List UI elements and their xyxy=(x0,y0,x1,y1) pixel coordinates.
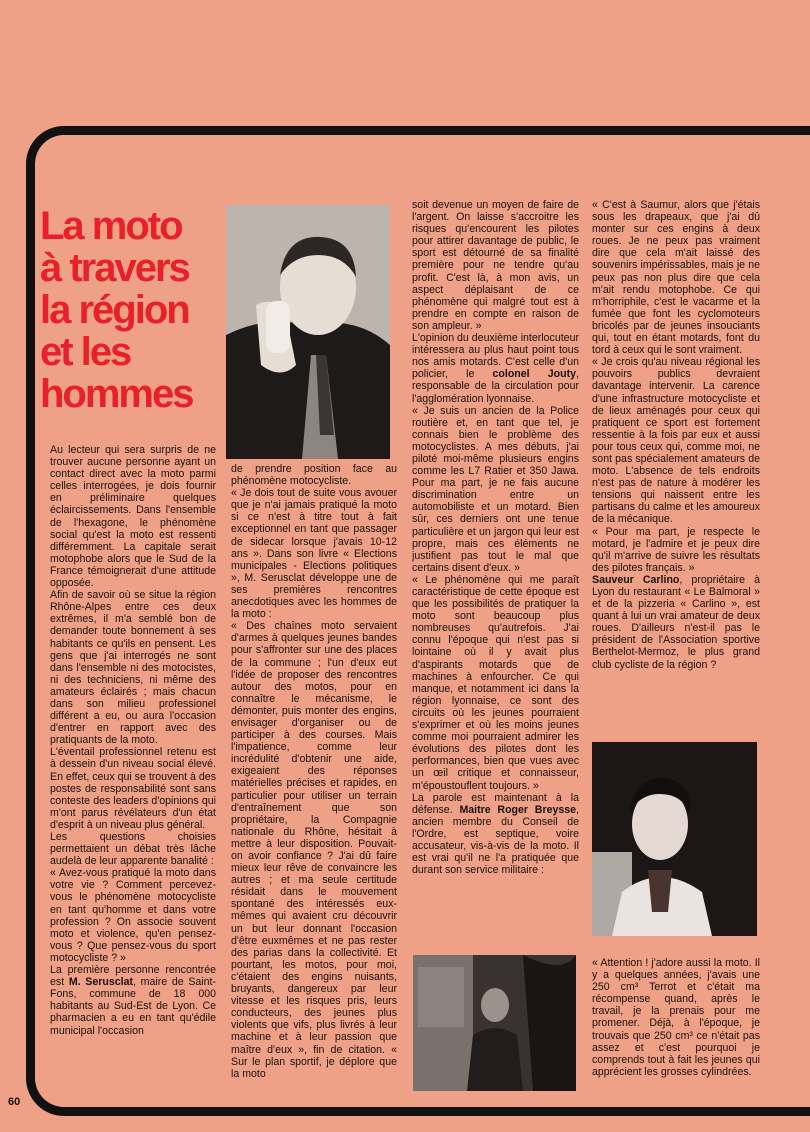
person-name: Sauveur Carlino xyxy=(592,573,680,586)
title-line: à travers xyxy=(40,246,189,290)
paragraph: L'éventail professionnel retenu est à dessein d'un niveau social élevé. En effet, ceux qui se trouvent à des postes de responsabilité sont sans conteste des leaders d'opinions qui m'ont parus révélateurs d'un état d'esprit à un niveau plus général. xyxy=(50,746,216,831)
paragraph: soit devenue un moyen de faire de l'argent. On laisse s'accroitre les risques qu'encourent les pilotes pour attirer davantage de public, le sport est détourné de sa finalité première pour ne tendre qu'au profit. C'est là, à mon avis, un aspect déplaisant de ce phénomène qui malgré tout est à prendre en compte en raison de son ampleur. » xyxy=(412,199,579,332)
photo-man-on-phone xyxy=(226,205,390,459)
paragraph xyxy=(412,332,579,405)
person-name: Maitre Roger Breysse xyxy=(459,803,577,816)
paragraph: Afin de savoir où se situe la région Rhône-Alpes entre ces deux extrêmes, il m'a semblé bon de demander toute bonnement à ses habitants ce qu'ils en pensent. Les gens que j'ai interrogés ne sont dans l'ensemble ni des motocistes, ni des techniciens, ni même des amateurs éclairés ; mais chacun dans son milieu professionel différent a eu, ou aura l'occasion d'entrer en rapport avec des pratiquants de la moto. xyxy=(50,589,216,747)
text-run: , maire de Saint-Fons, commune de 18 000 habitants au Sud-Est de Lyon. Ce pharmacien a eu en tant qu'édile municipal l'occasion xyxy=(50,976,216,1037)
paragraph xyxy=(592,574,760,671)
title-line: hommes xyxy=(40,372,193,416)
text-run: , ancien membre du Conseil de l'Ordre, est septique, voire accusateur, vis-à-vis de la moto. Il est vrai qu'il ne l'a pratiquée que durant son service militaire : xyxy=(412,803,579,877)
title-line: la région xyxy=(40,288,189,332)
text-run: La première personne rencontrée est xyxy=(50,964,216,989)
paragraph xyxy=(412,792,579,877)
text-column-2 xyxy=(231,463,397,1093)
paragraph: Au lecteur qui sera surpris de ne trouver aucune personne ayant un contact direct avec la moto parmi celles interrogées, je dois fournir en préliminaire quelques éclaircissements. Dans l'ensemble de l'hexagone, le phénomène social qu'est la moto est ressenti différemment. La capitale serait motophobe alors que le Sud de la France témoignerait d'une attitude opposée. xyxy=(50,444,216,590)
paragraph: « Des chaînes moto servaient d'armes à quelques jeunes bandes pour s'affronter sur une des places de la commune ; l'un d'eux eut l'idée de proposer des rencontres autour des motos, pour en connaître le mécanisme, le démonter, puis monter des engins, envisager d'organiser ou de participer à des courses. Mais l'impatience, comme leur incrédulité d'obtenir une aide, exigeaient des réponses matérielles précises et rapides, en particulier pour utiliser un terrain d'entraînement que son propriétaire, la Compagnie nationale du Rhône, hésitait à mettre à leur disposition. Pouvait-on avoir confiance ? J'ai dû faire mieux leur rêve de convaincre les autres ; et ma seule certitude résidait dans le mouvement spontané des intéressés eux-mêmes qui avaient cru découvrir un but leur donnant l'occasion d'être euxmêmes et ne pas rester des parias dans la collectivité. Et pourtant, les motos, pour moi, c'étaient des engins nuisants, bruyants, dangereux par leur vitesse et les risques pris, leurs conducteurs, des jeunes plus violents que vifs, plus livrés à leur machine et à leur passion que maître d'eux », fin de citation. « Sur le plan sportif, je déplore que la moto xyxy=(231,620,397,1080)
page-number: 60 xyxy=(8,1096,21,1108)
text-column-4 xyxy=(592,199,760,739)
paragraph: « Pour ma part, je respecte le motard, je l'admire et je peux dire qu'il m'arrive de suivre les résultats des pilotes français. » xyxy=(592,525,760,574)
photo-young-man-image xyxy=(592,742,757,936)
paragraph: « Je dois tout de suite vous avouer que je n'ai jamais pratiqué la moto si ce n'est à titre tout à fait exceptionnel en tant que passager de sidecar lorsque j'avais 10-12 ans ». Dans son livre « Elections municipales - Elections politiques », M. Serusclat développe une de ses premières rencontres anecdotiques avec les hommes de la moto : xyxy=(231,487,397,621)
paragraph: « Avez-vous pratiqué la moto dans votre vie ? Comment percevez-vous le phénomène motocycliste en tant qu'homme et dans votre profession ? On associe souvent moto et violence, qu'en pensez-vous ? Que pensez-vous du sport motocycliste ? » xyxy=(50,867,216,964)
paragraph xyxy=(50,964,216,1037)
paragraph: « Je suis un ancien de la Police routière et, en tant que tel, je connais bien le problème des motocyclistes. A mes débuts, j'ai piloté moi-même plusieurs engins comme les L7 Ratier et 350 Jawa. Pour ma part, je ne fais aucune discrimination entre un automobiliste et un motard. Bien sûr, ces derniers ont une tenue particulière et un jargon qui leur est propre, mais ces éléments ne justifient pas tout le mal que certains disent d'eux. » xyxy=(412,404,579,574)
paragraph: « Le phénomène qui me paraît caractéristique de cette époque est que les possibilités de pratiquer la moto sont beaucoup plus nombreuses qu'autrefois. J'ai connu l'époque qui n'est pas si lointaine où il y avait plus d'aspirants motards que de machines à enfourcher. Ce qui manque, et notamment ici dans la région lyonnaise, ce sont des circuits où les jeunes pourraient s'exprimer et où les moins jeunes comme moi pourraient admirer les évolutions des pilotes dont les performances, bien que vues avec un œil critique et connaisseur, m'époustouflent toujours. » xyxy=(412,573,579,792)
paragraph: de prendre position face au phénomène motocycliste. xyxy=(231,463,397,488)
paragraph: « Attention ! j'adore aussi la moto. Il y a quelques années, j'avais une 250 cm³ Terrot et c'était ma récompense quand, après le travail, je la prenais pour me promener. Déjà, à l'époque, je trouvais que 250 cm³ ce n'était pas assez et c'est pourquoi je comprends tout à fait les jeunes qui apprécient les grosses cylindrées. xyxy=(592,957,760,1078)
title-line: La moto xyxy=(40,204,182,248)
text-column-3 xyxy=(412,199,579,939)
text-run: , propriétaire à Lyon du restaurant « Le Balmoral » et de la pizzeria « Carlino », est quant à lui un vrai amateur de deux roues. D'ailleurs n'est-il pas le président de l'Association sportive Berthelot-Mermoz, le plus grand club cycliste de la région ? xyxy=(592,573,760,671)
text-run: La parole est maintenant à la défense. xyxy=(412,791,579,816)
title-line: et les xyxy=(40,330,131,374)
text-run: L'opinion du deuxième interlocuteur intéressera au plus haut point tous nos amis motards. C'est celle d'un policier, le xyxy=(412,332,579,381)
person-name: colonel Jouty xyxy=(492,368,577,381)
paragraph: « Je crois qu'au niveau régional les pouvoirs publics devraient davantage intervenir. La carence d'une infrastructure motocycliste et de lieux aménagés pour ceux qui pratiquent ce sport est fortement ressentie à la fois par eux et aussi pour tous ceux qui, comme moi, ne sont pas spécialement amateurs de moto. L'absence de tels endroits n'est pas de nature à modérer les tensions qui naissent entre les partisans du calme et les amoureux de la mécanique. xyxy=(592,356,760,526)
photo-man-outdoors-image xyxy=(413,955,576,1091)
photo-man-on-phone-image xyxy=(226,205,390,459)
article-title xyxy=(40,205,220,415)
paragraph: Les questions choisies permettaient un débat très lâche audelà de leur apparente banalité : xyxy=(50,831,216,868)
photo-man-outdoors xyxy=(413,955,576,1091)
person-name: M. Serusclat xyxy=(68,976,134,989)
text-column-4-bottom xyxy=(592,957,760,1099)
text-column-1 xyxy=(50,444,216,1096)
photo-young-man xyxy=(592,742,757,936)
text-run: , responsable de la circulation pour l'agglomération lyonnaise. xyxy=(412,368,579,405)
paragraph: « C'est à Saumur, alors que j'étais sous les drapeaux, que j'ai dû monter sur ces engins à deux roues. Je ne peux pas vraiment dire que cela m'ait laissé des souvenirs impérissables, mais je ne peux pas non plus dire que cela m'ait rendu motophobe. Ce qui m'horriphile, c'est le vacarme et la fumée que font les cyclomoteurs bricolés par de jeunes insouciants qui, tout en étant motards, font du tord à ceux qui le sont vraiment. xyxy=(592,199,760,357)
